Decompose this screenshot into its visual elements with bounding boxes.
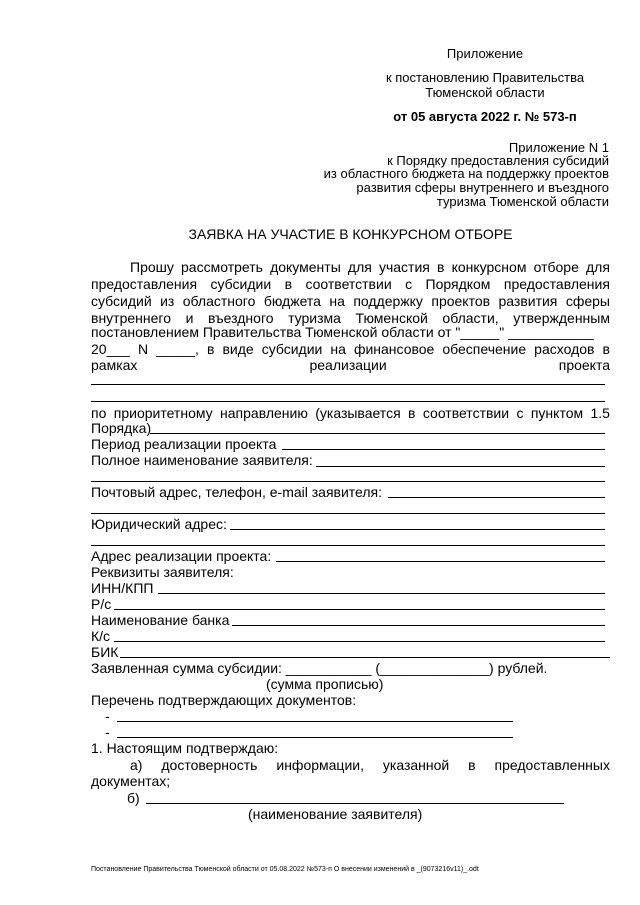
amount-line: Заявленная сумма субсидии: ___________ (______________) рублей. bbox=[91, 660, 548, 676]
applicant-name-field[interactable] bbox=[146, 803, 564, 804]
postal-field[interactable] bbox=[91, 513, 605, 514]
intro-line-7: рамках реализации проекта bbox=[91, 357, 610, 373]
ks-label: К/с bbox=[91, 628, 111, 644]
ks-field[interactable] bbox=[114, 641, 605, 642]
requisites-label: Реквизиты заявителя: bbox=[91, 564, 234, 580]
confirm-item-a-cont: документах; bbox=[91, 773, 171, 789]
region-label: Тюменской области bbox=[425, 85, 545, 100]
bik-field[interactable] bbox=[120, 657, 610, 658]
appendix1-title: Приложение N 1 bbox=[508, 140, 609, 155]
inn-field[interactable] bbox=[158, 593, 605, 594]
full-name-field[interactable] bbox=[316, 466, 605, 467]
project-address-field[interactable] bbox=[276, 561, 605, 562]
postal-label: Почтовый адрес, телефон, e-mail заявителя: bbox=[91, 484, 383, 500]
inn-label: ИНН/КПП bbox=[91, 580, 154, 596]
full-name-label: Полное наименование заявителя: bbox=[91, 452, 313, 468]
amount-hint: (сумма прописью) bbox=[266, 676, 384, 692]
confirm-heading: 1. Настоящим подтверждаю: bbox=[91, 740, 279, 756]
priority-line: по приоритетному направлению (указывается в соответствии с пунктом 1.5 bbox=[91, 405, 610, 421]
rs-field[interactable] bbox=[114, 609, 605, 610]
appendix1-line: к Порядку предоставления субсидий bbox=[387, 153, 609, 168]
intro-line-3: субсидий из областного бюджета на поддержку проектов развития сферы bbox=[91, 293, 610, 309]
legal-address-field[interactable] bbox=[230, 529, 605, 530]
intro-line-6: 20___ N _____, в виде субсидии на финансовое обеспечение расходов в bbox=[91, 341, 610, 357]
postal-field[interactable] bbox=[388, 497, 605, 498]
full-name-field[interactable] bbox=[91, 481, 605, 482]
appendix1-line: развития сферы внутреннего и въездного bbox=[356, 180, 609, 195]
appendix1-line: из областного бюджета на поддержку проектов bbox=[323, 166, 609, 181]
intro-line-4: внутреннего и въездного туризма Тюменской области, утвержденным bbox=[91, 310, 610, 326]
document-field[interactable] bbox=[117, 721, 513, 722]
intro-line-2: предоставления субсидии в соответствии с Порядком предоставления bbox=[91, 276, 610, 292]
bik-label: БИК bbox=[91, 644, 119, 660]
bank-label: Наименование банка bbox=[91, 612, 230, 628]
intro-line-1: Прошу рассмотреть документы для участия в конкурсном отборе для bbox=[130, 259, 610, 275]
document-dash: - bbox=[105, 708, 110, 724]
document-field[interactable] bbox=[117, 737, 513, 738]
confirm-item-a: а) достоверность информации, указанной в предоставленных bbox=[130, 757, 610, 773]
document-dash: - bbox=[105, 724, 110, 740]
resolution-label: к постановлению Правительства bbox=[385, 70, 585, 85]
documents-label: Перечень подтверждающих документов: bbox=[91, 692, 357, 708]
rs-label: Р/с bbox=[91, 596, 112, 612]
project-name-line[interactable] bbox=[91, 401, 605, 402]
legal-address-label: Юридический адрес: bbox=[91, 516, 227, 532]
priority-field[interactable] bbox=[150, 433, 605, 434]
resolution-date-number: от 05 августа 2022 г. № 573-п bbox=[393, 109, 577, 124]
priority-cont: Порядка) bbox=[91, 420, 152, 436]
appendix-label: Приложение bbox=[446, 46, 524, 61]
bank-field[interactable] bbox=[232, 625, 605, 626]
project-address-label: Адрес реализации проекта: bbox=[91, 548, 272, 564]
period-field[interactable] bbox=[282, 449, 605, 450]
legal-address-field[interactable] bbox=[91, 545, 605, 546]
confirm-item-b: б) bbox=[127, 790, 140, 806]
applicant-name-hint: (наименование заявителя) bbox=[248, 806, 423, 822]
document-footer: Постановление Правительства Тюменской области от 05.08.2022 №573-п О внесении изменений в _(9073216v11)_.odt bbox=[91, 866, 479, 873]
project-name-line[interactable] bbox=[91, 384, 605, 385]
appendix1-line: туризма Тюменской области bbox=[436, 194, 609, 209]
intro-line-5: постановлением Правительства Тюменской области от "_____" ___________ bbox=[91, 324, 594, 340]
period-label: Период реализации проекта bbox=[91, 436, 277, 452]
form-title: ЗАЯВКА НА УЧАСТИЕ В КОНКУРСНОМ ОТБОРЕ bbox=[188, 226, 513, 242]
